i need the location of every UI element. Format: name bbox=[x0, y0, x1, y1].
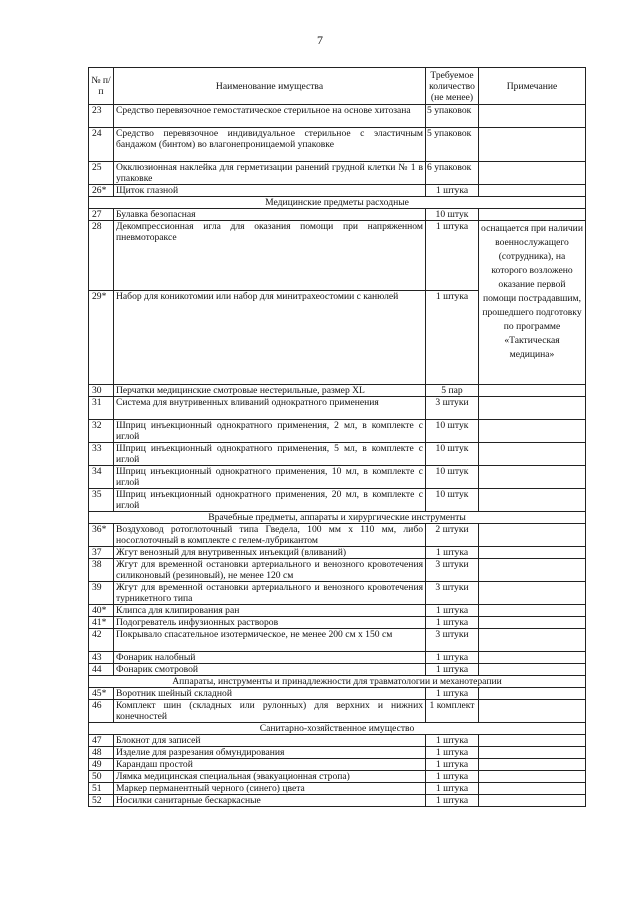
row-num: 39 bbox=[89, 582, 114, 605]
table-row bbox=[89, 162, 586, 185]
row-qty: 1 штука bbox=[426, 547, 479, 559]
row-note bbox=[479, 559, 586, 582]
row-qty: 10 штук bbox=[426, 420, 479, 443]
row-name: Лямка медицинская специальная (эвакуационная стропа) bbox=[114, 771, 426, 783]
row-note bbox=[479, 605, 586, 617]
row-name: Окклюзионная наклейка для герметизации ранений грудной клетки № 1 в упаковке bbox=[114, 162, 426, 185]
row-num: 42 bbox=[89, 629, 114, 652]
table-row bbox=[89, 652, 586, 664]
section-row bbox=[89, 197, 586, 209]
table-row bbox=[89, 783, 586, 795]
row-num: 36* bbox=[89, 524, 114, 547]
section-row bbox=[89, 676, 586, 688]
header-name: Наименование имущества bbox=[114, 68, 426, 105]
row-note bbox=[479, 771, 586, 783]
row-name: Шприц инъекционный однократного применения, 20 мл, в комплекте с иглой bbox=[114, 489, 426, 512]
row-qty: 1 штука bbox=[426, 664, 479, 676]
row-note-merged: оснащается при наличии военнослужащего (сотрудника), на которого возложено оказание первой помощи пострадавшим, прошедшего подготовку по программе «Тактическая медицина» bbox=[479, 221, 586, 385]
table-header-row bbox=[89, 68, 586, 105]
row-name: Воздуховод ротоглоточный типа Гведела, 100 мм х 110 мм, либо носоглоточный в комплекте с гелем-лубрикантом bbox=[114, 524, 426, 547]
table-row bbox=[89, 747, 586, 759]
row-num: 27 bbox=[89, 209, 114, 221]
row-note bbox=[479, 759, 586, 771]
table-row bbox=[89, 420, 586, 443]
row-num: 23 bbox=[89, 105, 114, 128]
header-qty: Требуемое количество (не менее) bbox=[426, 68, 479, 105]
row-num: 28 bbox=[89, 221, 114, 291]
table-row bbox=[89, 209, 586, 221]
row-num: 41* bbox=[89, 617, 114, 629]
row-qty: 1 штука bbox=[426, 652, 479, 664]
row-qty: 1 штука bbox=[426, 783, 479, 795]
row-qty: 1 комплект bbox=[426, 700, 479, 723]
row-note bbox=[479, 582, 586, 605]
row-name: Носилки санитарные бескаркасные bbox=[114, 795, 426, 807]
row-note bbox=[479, 617, 586, 629]
row-qty: 1 штука bbox=[426, 759, 479, 771]
row-note bbox=[479, 209, 586, 221]
section-title: Врачебные предметы, аппараты и хирургические инструменты bbox=[89, 512, 586, 524]
row-name: Средство перевязочное индивидуальное стерильное с эластичным бандажом (бинтом) во влагонепроницаемой упаковке bbox=[114, 128, 426, 162]
row-num: 33 bbox=[89, 443, 114, 466]
row-name: Покрывало спасательное изотермическое, не менее 200 см х 150 см bbox=[114, 629, 426, 652]
row-num: 51 bbox=[89, 783, 114, 795]
row-qty: 1 штука bbox=[426, 735, 479, 747]
table-row bbox=[89, 759, 586, 771]
row-qty: 1 штука bbox=[426, 747, 479, 759]
row-note bbox=[479, 162, 586, 185]
row-name: Система для внутривенных вливаний однократного применения bbox=[114, 397, 426, 420]
row-num: 38 bbox=[89, 559, 114, 582]
row-qty: 1 штука bbox=[426, 291, 479, 385]
row-qty: 5 упаковок bbox=[426, 105, 479, 128]
row-qty: 3 штуки bbox=[426, 582, 479, 605]
row-num: 37 bbox=[89, 547, 114, 559]
header-num: № п/п bbox=[89, 68, 114, 105]
row-num: 49 bbox=[89, 759, 114, 771]
row-name: Карандаш простой bbox=[114, 759, 426, 771]
row-note bbox=[479, 783, 586, 795]
table-row bbox=[89, 771, 586, 783]
row-num: 34 bbox=[89, 466, 114, 489]
row-qty: 10 штук bbox=[426, 209, 479, 221]
table-row bbox=[89, 688, 586, 700]
row-qty: 5 упаковок bbox=[426, 128, 479, 162]
row-qty: 1 штука bbox=[426, 688, 479, 700]
table-row bbox=[89, 185, 586, 197]
row-name: Жгут венозный для внутривенных инъекций (вливаний) bbox=[114, 547, 426, 559]
row-name: Булавка безопасная bbox=[114, 209, 426, 221]
row-name: Жгут для временной остановки артериального и венозного кровотечения турникетного типа bbox=[114, 582, 426, 605]
table-row bbox=[89, 700, 586, 723]
table-row bbox=[89, 443, 586, 466]
equipment-table bbox=[88, 67, 586, 807]
row-name: Воротник шейный складной bbox=[114, 688, 426, 700]
table-row bbox=[89, 489, 586, 512]
row-note bbox=[479, 747, 586, 759]
row-name: Набор для коникотомии или набор для минитрахеостомии с канюлей bbox=[114, 291, 426, 385]
table-row bbox=[89, 629, 586, 652]
section-row bbox=[89, 723, 586, 735]
row-num: 45* bbox=[89, 688, 114, 700]
row-num: 25 bbox=[89, 162, 114, 185]
row-num: 40* bbox=[89, 605, 114, 617]
row-name: Клипса для клипирования ран bbox=[114, 605, 426, 617]
row-qty: 10 штук bbox=[426, 443, 479, 466]
row-note bbox=[479, 629, 586, 652]
table-row bbox=[89, 582, 586, 605]
row-num: 30 bbox=[89, 385, 114, 397]
row-name: Щиток глазной bbox=[114, 185, 426, 197]
row-name: Декомпрессионная игла для оказания помощи при напряженном пневмотораксе bbox=[114, 221, 426, 291]
row-qty: 10 штук bbox=[426, 489, 479, 512]
row-num: 32 bbox=[89, 420, 114, 443]
row-num: 50 bbox=[89, 771, 114, 783]
row-name: Перчатки медицинские смотровые нестерильные, размер XL bbox=[114, 385, 426, 397]
section-title: Санитарно-хозяйственное имущество bbox=[89, 723, 586, 735]
row-num: 24 bbox=[89, 128, 114, 162]
row-name: Изделие для разрезания обмундирования bbox=[114, 747, 426, 759]
row-note bbox=[479, 688, 586, 700]
section-title: Аппараты, инструменты и принадлежности для травматологии и механотерапии bbox=[89, 676, 586, 688]
table-row bbox=[89, 617, 586, 629]
row-num: 43 bbox=[89, 652, 114, 664]
table-row bbox=[89, 221, 586, 291]
table-row bbox=[89, 397, 586, 420]
row-qty: 1 штука bbox=[426, 795, 479, 807]
table-row bbox=[89, 105, 586, 128]
table-row bbox=[89, 795, 586, 807]
row-num: 26* bbox=[89, 185, 114, 197]
row-qty: 1 штука bbox=[426, 771, 479, 783]
row-qty: 1 штука bbox=[426, 221, 479, 291]
page-number: 7 bbox=[317, 33, 323, 47]
row-num: 52 bbox=[89, 795, 114, 807]
row-qty: 1 штука bbox=[426, 617, 479, 629]
row-name: Шприц инъекционный однократного применения, 5 мл, в комплекте с иглой bbox=[114, 443, 426, 466]
row-name: Шприц инъекционный однократного применения, 2 мл, в комплекте с иглой bbox=[114, 420, 426, 443]
row-qty: 3 штуки bbox=[426, 629, 479, 652]
row-note bbox=[479, 700, 586, 723]
section-title: Медицинские предметы расходные bbox=[89, 197, 586, 209]
row-name: Блокнот для записей bbox=[114, 735, 426, 747]
table-row bbox=[89, 605, 586, 617]
row-note bbox=[479, 795, 586, 807]
row-name: Подогреватель инфузионных растворов bbox=[114, 617, 426, 629]
table-row bbox=[89, 524, 586, 547]
row-name: Фонарик налобный bbox=[114, 652, 426, 664]
row-note bbox=[479, 128, 586, 162]
row-qty: 1 штука bbox=[426, 185, 479, 197]
row-qty: 3 штуки bbox=[426, 559, 479, 582]
row-num: 29* bbox=[89, 291, 114, 385]
row-name: Жгут для временной остановки артериального и венозного кровотечения силиконовый (резиновый), не менее 120 см bbox=[114, 559, 426, 582]
row-name: Фонарик смотровой bbox=[114, 664, 426, 676]
row-note bbox=[479, 420, 586, 443]
row-num: 31 bbox=[89, 397, 114, 420]
row-note bbox=[479, 466, 586, 489]
row-note bbox=[479, 385, 586, 397]
table-row bbox=[89, 466, 586, 489]
row-qty: 2 штуки bbox=[426, 524, 479, 547]
row-qty: 6 упаковок bbox=[426, 162, 479, 185]
row-name: Маркер перманентный черного (синего) цвета bbox=[114, 783, 426, 795]
row-name: Комплект шин (складных или рулонных) для верхних и нижних конечностей bbox=[114, 700, 426, 723]
row-qty: 5 пар bbox=[426, 385, 479, 397]
row-qty: 1 штука bbox=[426, 605, 479, 617]
row-note bbox=[479, 664, 586, 676]
row-num: 47 bbox=[89, 735, 114, 747]
row-name: Средство перевязочное гемостатическое стерильное на основе хитозана bbox=[114, 105, 426, 128]
header-note: Примечание bbox=[479, 68, 586, 105]
table-row bbox=[89, 385, 586, 397]
row-note bbox=[479, 735, 586, 747]
row-note bbox=[479, 489, 586, 512]
table-row bbox=[89, 128, 586, 162]
row-note bbox=[479, 397, 586, 420]
row-note bbox=[479, 547, 586, 559]
row-note bbox=[479, 105, 586, 128]
row-num: 35 bbox=[89, 489, 114, 512]
row-name: Шприц инъекционный однократного применения, 10 мл, в комплекте с иглой bbox=[114, 466, 426, 489]
row-num: 44 bbox=[89, 664, 114, 676]
table-row bbox=[89, 559, 586, 582]
row-qty: 10 штук bbox=[426, 466, 479, 489]
row-note bbox=[479, 185, 586, 197]
row-note bbox=[479, 524, 586, 547]
section-row bbox=[89, 512, 586, 524]
row-note bbox=[479, 652, 586, 664]
row-qty: 3 штуки bbox=[426, 397, 479, 420]
row-note bbox=[479, 443, 586, 466]
table-row bbox=[89, 547, 586, 559]
row-num: 46 bbox=[89, 700, 114, 723]
table-row bbox=[89, 735, 586, 747]
table-row bbox=[89, 664, 586, 676]
row-num: 48 bbox=[89, 747, 114, 759]
